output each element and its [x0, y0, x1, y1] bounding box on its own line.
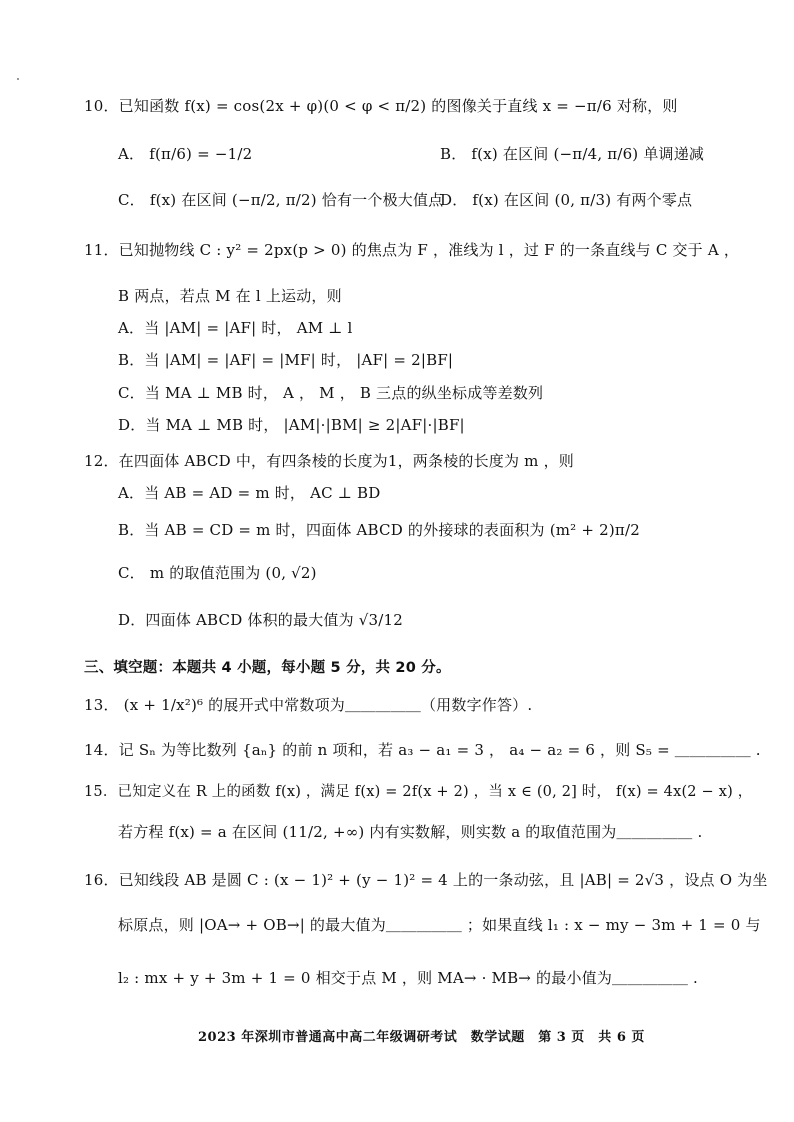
q16-line2: 标原点，则 |OA→ + OB→| 的最大值为＿＿＿＿＿ ；如果直线 l₁ : x − my − 3m + 1 = 0 与 [118, 916, 761, 934]
scan-dot [17, 78, 19, 80]
q12-option-a: A．当 AB = AD = m 时， AC ⊥ BD [118, 484, 381, 502]
q10-option-a: A． f(π/6) = −1/2 [118, 145, 253, 163]
q10-option-b: B． f(x) 在区间 (−π/4, π/6) 单调递减 [440, 145, 705, 163]
q16-line1: 16．已知线段 AB 是圆 C : (x − 1)² + (y − 1)² = 4 上的一条动弦，且 |AB| = 2√3 ，设点 O 为坐 [84, 871, 768, 889]
q10-option-d: D． f(x) 在区间 (0, π/3) 有两个零点 [440, 191, 693, 209]
q14-stem: 14．记 Sₙ 为等比数列 {aₙ} 的前 n 项和，若 a₃ − a₁ = 3 ， a₄ − a₂ = 6 ，则 S₅ = ＿＿＿＿＿ . [84, 741, 761, 759]
q11-option-b: B．当 |AM| = |AF| = |MF| 时， |AF| = 2|BF| [118, 351, 454, 369]
q11-stem-line2: B 两点，若点 M 在 l 上运动，则 [118, 287, 342, 305]
q11-option-a: A．当 |AM| = |AF| 时， AM ⊥ l [118, 319, 353, 337]
page-footer: 2023 年深圳市普通高中高二年级调研考试 数学试题 第 3 页 共 6 页 [198, 1030, 645, 1045]
q11-option-d: D．当 MA ⊥ MB 时， |AM|·|BM| ≥ 2|AF|·|BF| [118, 416, 465, 434]
q11-stem-line1: 11．已知抛物线 C : y² = 2px(p > 0) 的焦点为 F ，准线为 l ，过 F 的一条直线与 C 交于 A ， [84, 241, 740, 259]
q12-stem: 12．在四面体 ABCD 中，有四条棱的长度为1，两条棱的长度为 m ，则 [84, 452, 574, 470]
q10-stem: 10．已知函数 f(x) = cos(2x + φ)(0 < φ < π/2) 的图像关于直线 x = −π/6 对称，则 [84, 97, 678, 115]
q12-option-d: D．四面体 ABCD 体积的最大值为 √3/12 [118, 611, 404, 629]
q15-line2: 若方程 f(x) = a 在区间 (11/2, +∞) 内有实数解，则实数 a 的取值范围为＿＿＿＿＿ . [118, 823, 703, 841]
q15-line1: 15．已知定义在 R 上的函数 f(x) ，满足 f(x) = 2f(x + 2) ，当 x ∈ (0, 2] 时， f(x) = 4x(2 − x) ， [84, 784, 753, 800]
q13-stem: 13． (x + 1/x²)⁶ 的展开式中常数项为＿＿＿＿＿（用数字作答）. [84, 696, 533, 714]
q12-option-c: C． m 的取值范围为 (0, √2) [118, 564, 317, 582]
q16-line3: l₂ : mx + y + 3m + 1 = 0 相交于点 M ，则 MA→ · MB→ 的最小值为＿＿＿＿＿ . [118, 969, 698, 987]
q11-option-c: C．当 MA ⊥ MB 时， A ， M ， B 三点的纵坐标成等差数列 [118, 384, 544, 402]
q10-option-c: C． f(x) 在区间 (−π/2, π/2) 恰有一个极大值点 [118, 191, 444, 209]
section-title-fill-in: 三、填空题：本题共 4 小题，每小题 5 分，共 20 分。 [84, 660, 451, 676]
q12-option-b: B．当 AB = CD = m 时，四面体 ABCD 的外接球的表面积为 (m² + 2)π/2 [118, 521, 640, 539]
